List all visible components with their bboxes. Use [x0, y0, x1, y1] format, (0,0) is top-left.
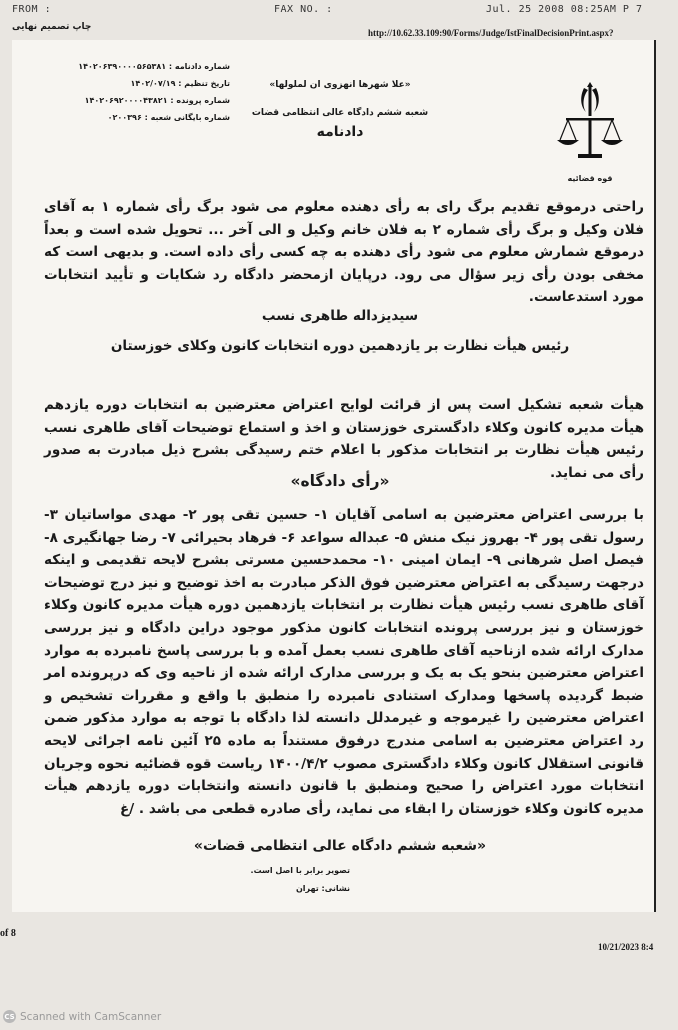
print-date: 10/21/2023 8:4	[598, 942, 654, 952]
closing-line: «شعبه ششم دادگاه عالی انتظامی قضات»	[193, 838, 487, 854]
file-number: شماره پرونده : ۱۴۰۲۰۶۹۲۰۰۰۰۴۳۸۲۱	[84, 96, 230, 105]
page-number: of 8	[0, 928, 16, 939]
camscanner-icon: CS	[3, 1010, 16, 1023]
fax-number-label: FAX NO. :	[274, 4, 333, 15]
print-label: چاپ تصمیم نهایی	[12, 22, 92, 32]
copy-certification: تصویر برابر با اصل است.	[250, 866, 350, 875]
court-branch: شعبه ششم دادگاه عالی انتظامی قضات	[251, 108, 429, 118]
fax-from-label: FROM :	[12, 4, 52, 15]
intro-paragraph: راحتی درموقع تقدیم برگ رای به رأی دهنده معلوم می شود برگ رأی شماره ۱ به آقای فلان وکیل و برگ رأی شماره ۲ به فلان خانم وکیل و الی آخر ... تحویل شده است و بعداً درموقع شمارش معلوم می شود رأی دهنده به چه کسی رأی داده است. و بدیهی است که مخفی بودن رأی زیر سؤال می رود. درپایان ازمحضر دادگاه رد شکایات و تأیید انتخابات مورد استدعاست.	[44, 199, 645, 306]
verdict-paragraph: با بررسی اعتراض معترضین به اسامی آقایان ۱- حسین تقی پور ۲- مهدی مواساتیان ۳- رسول تقی پور ۴- بهروز نیک منش ۵- عبداله سواعد ۶- فرهاد بحیرائی ۷- رضا جهانگیری ۸- فیصل اصل شرهانی ۹- ایمان امینی ۱۰- محمدحسین مسرتی بشرح لایحه تقدیمی و اینکه درجهت رسیدگی به اعتراض معترضین فوق الذکر مبادرت به اخذ توضیح و نیز درج توضیحات آقای طاهری نسب رئیس هیأت نظارت بر انتخابات یازدهمین دوره هیأت مدیره کانون وکلاء خوزستان و نیز بررسی پرونده انتخابات کانون مذکور موجود دراین دادگاه و نیز بررسی مدارک ارائه شده ازناحیه آقای طاهری نسب بعمل آمده و با بررسی پاسخ نامبرده به موارد اعتراض معترضین بنحو یک به یک و بررسی مدارک ارائه شده از ناحیه وی که درپرونده امر ضبط گردیده پاسخها ومدارک استنادی نامبرده را منطبق با واقع و مقررات تشخیص و اعتراض معترضین را غیرموجه و غیرمدلل دانسته لذا دادگاه با توجه به موارد مذکور ضمن رد اعتراض معترضین به اسامی مندرج درفوق مستنداً به ماده ۲۵ آئین نامه اجرائی لایحه قانونی استقلال کانون وکلاء دادگستری مصوب ۱۴۰۰/۴/۲ ریاست قوه قضائیه نحوه وجریان انتخابات مورد اعتراض را صحیح ومنطبق با قانون دانسته وانتخابات دوره یازدهم هیأت مدیره کانون وکلاء خوزستان را ابقاء می نماید، رأی صادره قطعی می باشد . /غ	[44, 507, 644, 817]
quran-verse: «علا شهرها انهزوی ان لملولها»	[269, 80, 411, 90]
proceedings-paragraph: هیأت شعبه تشکیل است پس از قرائت لوایح اعتراض معترضین به انتخابات دوره یازدهم هیأت مدیره کانون وکلاء دادگستری خوزستان و اخذ و استماع توضیحات آقای طاهری نسب رئیس هیأت نظارت بر انتخابات مذکور با اعلام ختم رسیدگی بشرح ذیل مبادرت به صدور رأی می نماید.	[44, 397, 644, 481]
scanner-watermark-text: Scanned with CamScanner	[20, 1010, 162, 1023]
case-metadata	[20, 58, 230, 126]
scanner-watermark	[3, 1010, 161, 1023]
verdict-heading: «رأی دادگاه»	[290, 472, 390, 490]
case-number: شماره دادنامه : ۱۴۰۲۰۶۳۹۰۰۰۰۵۶۵۳۸۱	[78, 62, 230, 71]
signer-name: سیدیزداله طاهری نسب	[261, 308, 419, 324]
fax-datetime: Jul. 25 2008 08:25AM P 7	[486, 4, 643, 15]
address-line: نشانی: تهران	[295, 884, 350, 893]
emblem-label: قوه قضائیه	[567, 174, 613, 183]
scales-of-justice-icon	[550, 78, 630, 168]
archive-number: شماره بایگانی شعبه : ۰۲۰۰۳۹۶	[107, 113, 230, 122]
document-header	[250, 80, 430, 140]
judiciary-emblem	[540, 78, 640, 183]
issue-date: تاریخ تنظیم : ۱۴۰۲/۰۷/۱۹	[130, 79, 230, 88]
document-title: دادنامه	[316, 124, 364, 140]
signer-title: رئیس هیأت نظارت بر یازدهمین دوره انتخابات کانون وکلای خوزستان	[110, 338, 570, 354]
print-url: http://10.62.33.109:90/Forms/Judge/IstFinalDecisionPrint.aspx?	[368, 28, 614, 38]
